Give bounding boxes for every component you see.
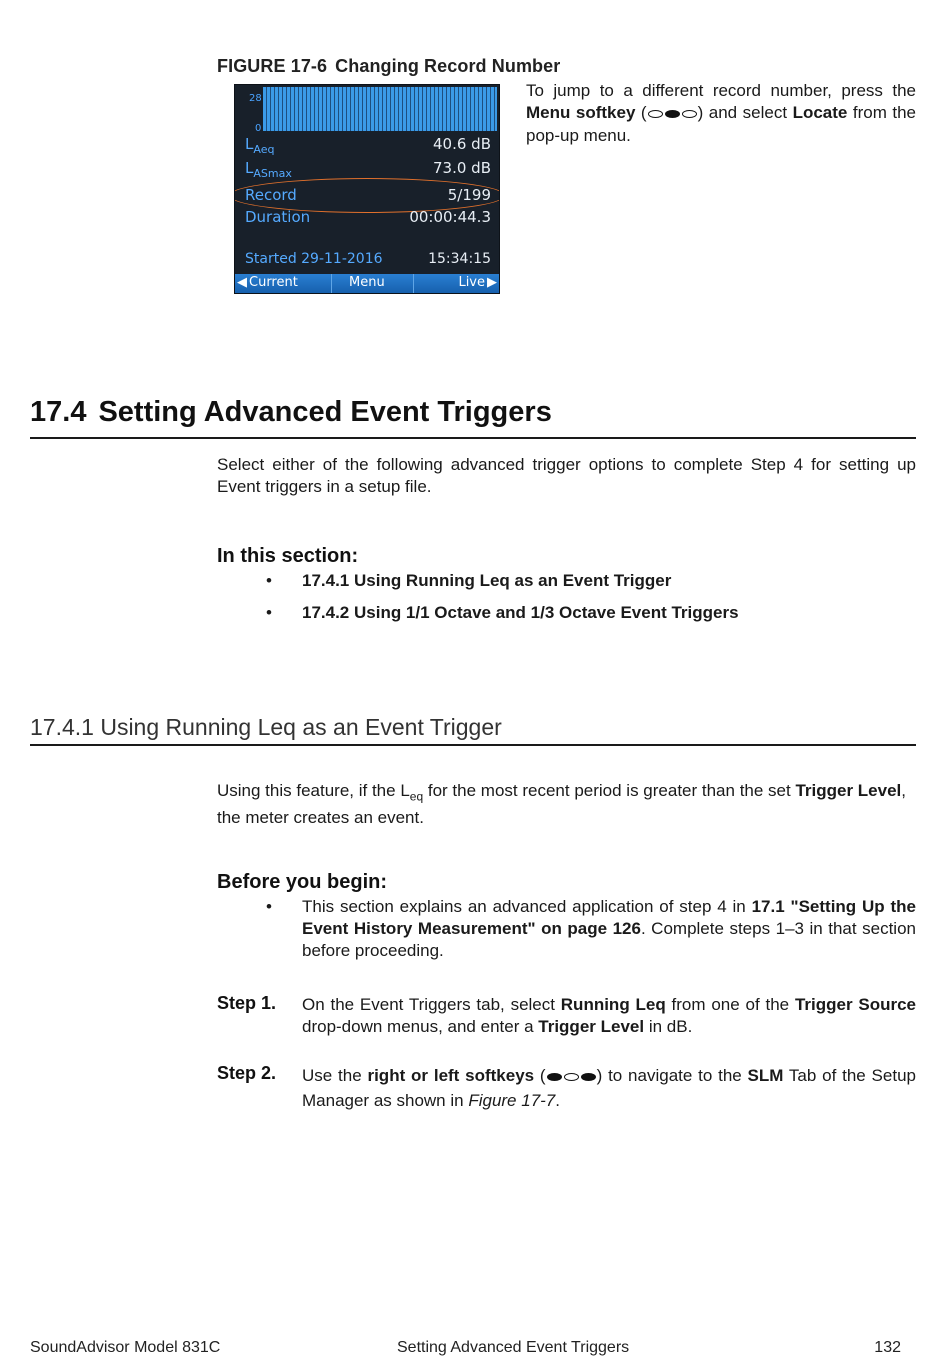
figure-side-text: To jump to a different record number, press the Menu softkey ( ) and select Locate from the pop-up menu. [526, 81, 917, 145]
softkey-current[interactable]: Current [249, 275, 298, 290]
laeq-value: 40.6 dB [433, 135, 491, 153]
before-you-begin-heading: Before you begin: [217, 871, 388, 893]
section-heading: 17.4 Setting Advanced Event Triggers [30, 396, 552, 428]
footer-page-number: 132 [874, 1339, 901, 1356]
laeq-row: $L_{Aeq}$ 40.6 dB [245, 135, 491, 156]
subsection-paragraph: Using this feature, if the $L_{eq}$ for the most recent period is greater than the set Trigger Level, the meter creates an event. [217, 781, 907, 828]
cross-reference-link[interactable]: 17.1 "Setting Up the Event History Measurement" on page 126 [302, 897, 917, 938]
device-screenshot [234, 84, 500, 294]
lasmax-value: 73.0 dB [433, 159, 491, 177]
axis-top-label: 28 [249, 93, 262, 104]
spectrum-bars [263, 87, 497, 131]
subsection-rule [30, 744, 916, 746]
bullet-dot: • [266, 571, 272, 590]
softkey-live[interactable]: Live [458, 275, 485, 290]
section-intro: Select either of the following advanced trigger options to complete Step 4 for setting up Event triggers in a setup file. [217, 455, 916, 496]
footer-product-name: SoundAdvisor Model 831C [30, 1339, 221, 1356]
softkey-menu[interactable]: Menu [349, 275, 385, 290]
footer-section-title: Setting Advanced Event Triggers [397, 1339, 630, 1356]
started-time: 15:34:15 [428, 251, 491, 267]
lasmax-row: $L_{ASmax}$ 73.0 dB [245, 159, 491, 180]
link-octave-triggers[interactable]: 17.4.2 Using 1/1 Octave and 1/3 Octave Event Triggers [302, 603, 739, 622]
left-right-softkeys-icon [546, 1065, 597, 1089]
figure-reference[interactable]: Figure 17-7 [468, 1090, 556, 1110]
center-softkey-icon [647, 103, 698, 125]
left-arrow-icon: ◀ [237, 275, 247, 290]
duration-row: Duration 00:00:44.3 [245, 208, 491, 226]
bullet-dot: • [266, 897, 272, 916]
right-arrow-icon: ▶ [487, 275, 497, 290]
record-row[interactable]: Record 5/199 [245, 186, 491, 204]
duration-value: 00:00:44.3 [409, 208, 491, 226]
figure-title: Changing Record Number [335, 56, 561, 76]
step-2-text: Use the right or left softkeys ( ) to navigate to the SLM Tab of the Setup Manager as shown in Figure 17-7. [302, 1066, 916, 1110]
figure-number: FIGURE 17-6 [217, 56, 328, 76]
section-rule [30, 437, 916, 439]
figure-caption [217, 56, 560, 77]
bullet-dot: • [266, 603, 272, 622]
started-row: Started 29-11-2016 15:34:15 [245, 251, 491, 267]
step-1-text: On the Event Triggers tab, select Running Leq from one of the Trigger Source drop-down menus, and enter a Trigger Level in dB. [302, 995, 916, 1036]
in-this-section-heading: In this section: [217, 545, 359, 567]
softkey-bar [235, 274, 499, 293]
link-running-leq[interactable]: 17.4.1 Using Running Leq as an Event Trigger [302, 571, 672, 590]
axis-bottom-label: 0 [255, 123, 262, 134]
step-1-label: Step 1. [217, 993, 277, 1013]
subsection-heading: 17.4.1 Using Running Leq as an Event Trigger [30, 714, 502, 740]
record-value: 5/199 [447, 186, 491, 204]
step-2-label: Step 2. [217, 1063, 277, 1083]
before-bullet-text: This section explains an advanced application of step 4 in 17.1 "Setting Up the Event History Measurement" on page 126. Complete steps 1–3 in that section before proceeding. [302, 897, 917, 960]
